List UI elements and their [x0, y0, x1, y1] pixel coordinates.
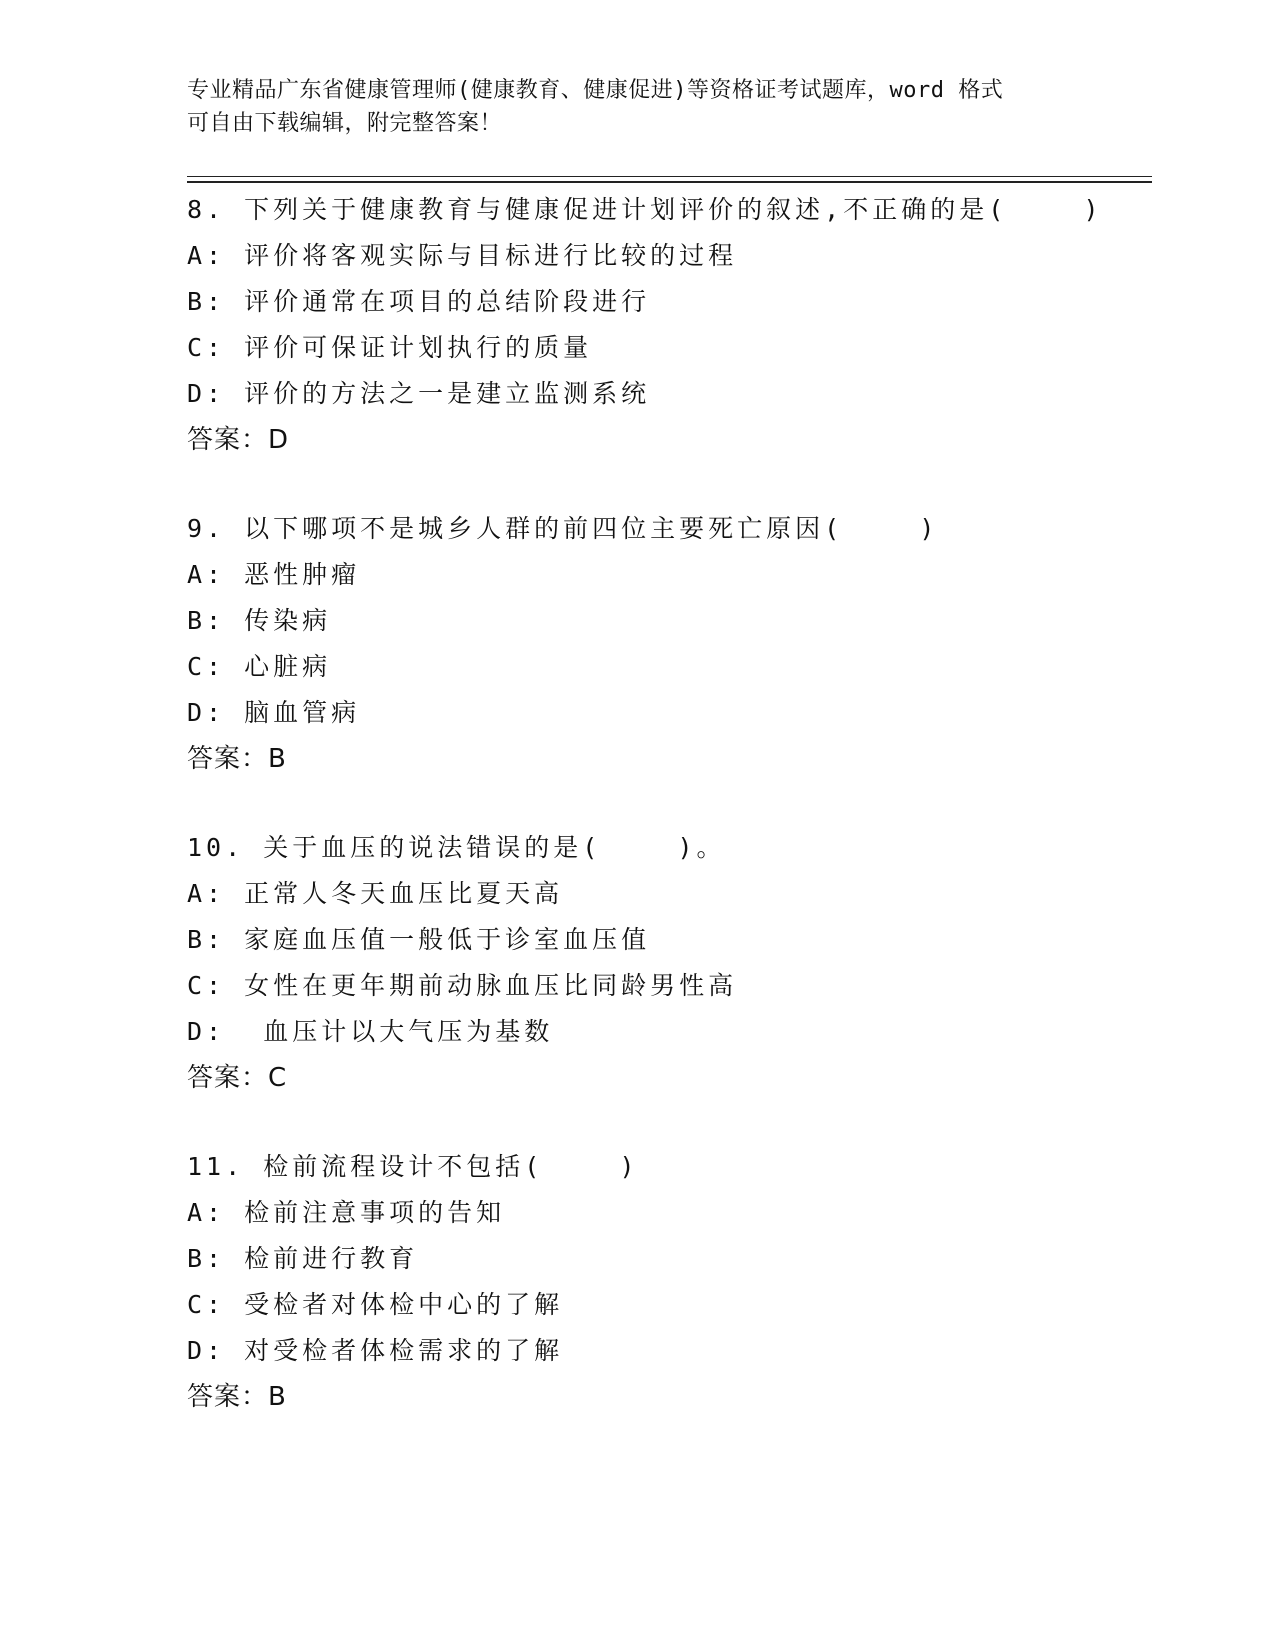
option-c: C: 心脏病: [187, 652, 332, 681]
option-c: C: 受检者对体检中心的了解: [187, 1290, 564, 1319]
option-b: B: 检前进行教育: [187, 1244, 419, 1273]
question-8: [187, 187, 1147, 463]
option-c: C: 女性在更年期前动脉血压比同龄男性高: [187, 971, 738, 1000]
header-divider-thin: [187, 176, 1152, 177]
answer: 答案：C: [187, 1063, 288, 1093]
question-stem: 10. 关于血压的说法错误的是( )。: [187, 833, 726, 862]
option-b: B: 家庭血压值一般低于诊室血压值: [187, 925, 651, 954]
header-line-2: 可自由下载编辑，附完整答案！: [187, 111, 503, 136]
question-9: [187, 506, 1147, 782]
option-a: A: 正常人冬天血压比夏天高: [187, 879, 564, 908]
option-b: B: 传染病: [187, 606, 332, 635]
question-11: [187, 1144, 1147, 1420]
question-stem: 9. 以下哪项不是城乡人群的前四位主要死亡原因( ): [187, 514, 939, 543]
option-d: D: 评价的方法之一是建立监测系统: [187, 379, 651, 408]
option-a: A: 评价将客观实际与目标进行比较的过程: [187, 241, 738, 270]
header-line-1: 专业精品广东省健康管理师(健康教育、健康促进)等资格证考试题库，word 格式: [187, 78, 1004, 103]
answer: 答案：B: [187, 744, 287, 774]
option-d: D: 脑血管病: [187, 698, 361, 727]
header-divider-thick: [187, 181, 1152, 183]
option-d: D: 对受检者体检需求的了解: [187, 1336, 564, 1365]
option-b: B: 评价通常在项目的总结阶段进行: [187, 287, 651, 316]
option-a: A: 恶性肿瘤: [187, 560, 361, 589]
question-10: [187, 825, 1147, 1101]
option-c: C: 评价可保证计划执行的质量: [187, 333, 593, 362]
question-stem: 11. 检前流程设计不包括( ): [187, 1152, 639, 1181]
answer: 答案：B: [187, 1382, 287, 1412]
answer: 答案：D: [187, 425, 290, 455]
option-a: A: 检前注意事项的告知: [187, 1198, 506, 1227]
question-stem: 8. 下列关于健康教育与健康促进计划评价的叙述,不正确的是( ): [187, 195, 1103, 224]
document-header: [187, 74, 1067, 140]
option-d: D: 血压计以大气压为基数: [187, 1017, 554, 1046]
